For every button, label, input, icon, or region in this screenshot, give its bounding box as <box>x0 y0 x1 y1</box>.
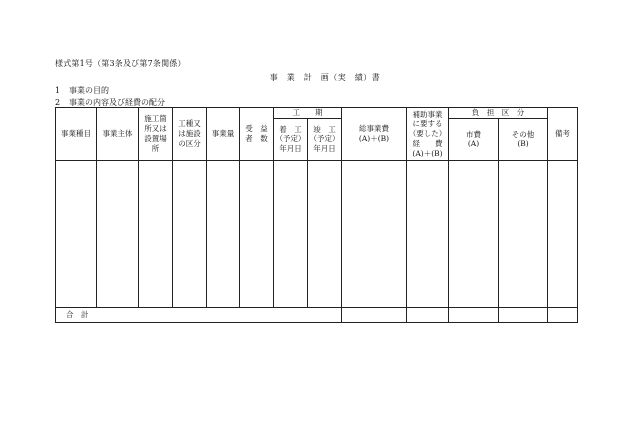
table-row <box>56 160 578 307</box>
header-city-cost: 市費 (A) <box>449 118 499 160</box>
total-label: 合 計 <box>56 307 342 322</box>
header-period-group: 工 期 <box>274 108 342 119</box>
header-construction-site: 施工箇 所又は 設置場 所 <box>139 108 173 161</box>
section-2-number: 2 <box>55 98 61 107</box>
cell-subsidy-cost <box>407 160 449 307</box>
total-remarks <box>548 307 578 322</box>
total-subsidy-cost <box>407 307 449 322</box>
header-burden-group: 負 担 区 分 <box>449 108 548 119</box>
header-remarks: 備考 <box>548 108 578 161</box>
document-title: 事 業 計 画（実 績）書 <box>269 73 381 82</box>
cell-project-type <box>56 160 97 307</box>
header-project-type: 事業種目 <box>56 108 97 161</box>
header-subsidy-cost: 補助事業 に要する （要した） 経 費 (A)＋(B) <box>407 108 449 161</box>
project-plan-table <box>55 107 578 323</box>
header-beneficiaries: 受 益 者 数 <box>240 108 274 161</box>
header-project-entity: 事業主体 <box>97 108 139 161</box>
section-2-label: 事業の内容及び経費の配分 <box>69 98 165 107</box>
cell-construction-site <box>139 160 173 307</box>
total-other-cost <box>499 307 548 322</box>
header-project-quantity: 事業量 <box>207 108 240 161</box>
total-row <box>56 307 578 322</box>
cell-city-cost <box>449 160 499 307</box>
header-work-type: 工種又 は施設 の区分 <box>173 108 207 161</box>
header-completion-date: 竣 工 （予定） 年月日 <box>308 118 342 160</box>
cell-total-cost <box>342 160 407 307</box>
total-total-cost <box>342 307 407 322</box>
cell-project-quantity <box>207 160 240 307</box>
header-total-cost: 総事業費 (A)＋(B) <box>342 108 407 161</box>
section-1-label: 事業の目的 <box>69 86 109 95</box>
header-start-date: 着 工 （予定） 年月日 <box>274 118 308 160</box>
cell-remarks <box>548 160 578 307</box>
total-city-cost <box>449 307 499 322</box>
cell-beneficiaries <box>240 160 274 307</box>
cell-project-entity <box>97 160 139 307</box>
form-number: 様式第1号（第3条及び第7条関係） <box>55 59 186 68</box>
cell-other-cost <box>499 160 548 307</box>
section-1 <box>55 85 109 96</box>
cell-work-type <box>173 160 207 307</box>
section-1-number: 1 <box>55 86 61 95</box>
header-other-cost: その他 (B) <box>499 118 548 160</box>
cell-start-date <box>274 160 308 307</box>
cell-completion-date <box>308 160 342 307</box>
